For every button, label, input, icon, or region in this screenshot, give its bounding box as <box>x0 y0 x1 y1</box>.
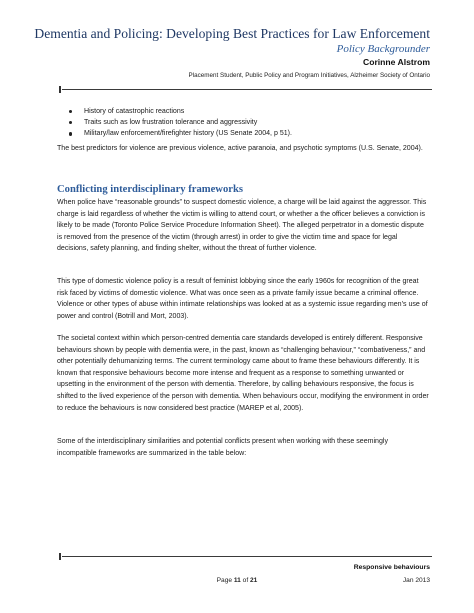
paragraph-dementia-care: The societal context within which person-centred dementia care standards developed is entirely different. Responsive behaviours shown by people with dementia were, in the past, known as “challenging behaviour,” “combativeness,” and other potentially dehumanizing terms. The current terminology came about to frame these behaviours differently. It is known that responsive behaviours become more intense and frequent as a response to something unwanted or upsetting in the environment of the person with dementia. Therefore, by calling behaviours responsive, the focus is shifted to the lived experience of the person with dementia. When behaviours occur, modifying the environment in order to reduce the behaviours is now considered best practice (MAREP et al, 2005). <box>57 335 429 412</box>
paragraph-table-intro: Some of the interdisciplinary similarities and potential conflicts present when working with these seemingly incompatible frameworks are summarized in the table below: <box>57 438 388 457</box>
footer-rule <box>62 556 432 557</box>
bullet-icon <box>69 110 72 113</box>
list-item: History of catastrophic reactions <box>66 106 292 117</box>
header-rule <box>62 89 432 90</box>
footer-date: Jan 2013 <box>402 577 430 584</box>
list-item: Traits such as low frustration tolerance and aggressivity <box>66 117 292 128</box>
total-pages: 21 <box>250 577 258 584</box>
paragraph-feminist-lobbying: This type of domestic violence policy is a result of feminist lobbying since the early 1960s for recognition of the great risk faced by victims of domestic violence. What was once seen as a private family issue became a criminal offence. Violence or other types of abuse within intimate relationships was looked at as a systemic issue regarding men’s use of power and control (Botrill and Mort, 2003). <box>57 278 428 320</box>
list-item: Military/law enforcement/firefighter history (US Senate 2004, p 51). <box>66 128 292 139</box>
footer-topic: Responsive behaviours <box>353 564 430 571</box>
paragraph-charging-policy: When police have “reasonable grounds” to suspect domestic violence, a charge will be laid against the aggressor. This charge is laid regardless of whether the victim is willing to attend court, or whether a the officer believes a conviction is likely to be made (Toronto Police Service Procedure Information Sheet). The alleged perpetrator in a domestic dispute is removed from the presence of the victim (through arrest) in order to give the victim time and space for legal decisions, safety planning, and finding shelter, without the threat of further violence. <box>57 199 427 253</box>
predictors-paragraph: The best predictors for violence are previous violence, active paranoia, and psychotic symptoms (U.S. Senate, 2004). <box>57 145 423 152</box>
section-heading: Conflicting interdisciplinary frameworks <box>57 184 243 195</box>
author-name: Corinne Alstrom <box>362 57 430 67</box>
header-rule-marker <box>59 86 61 93</box>
page-number: Page 11 of 21 <box>216 577 258 584</box>
author-affiliation: Placement Student, Public Policy and Program Initiatives, Alzheimer Society of Ontario <box>188 72 430 79</box>
bullet-icon <box>69 121 72 124</box>
current-page: 11 <box>233 577 241 584</box>
bullet-icon <box>69 132 72 135</box>
document-subtitle: Policy Backgrounder <box>336 43 430 55</box>
risk-factor-list <box>66 106 292 140</box>
footer-rule-marker <box>59 553 61 560</box>
document-title: Dementia and Policing: Developing Best Practices for Law Enforcement <box>34 26 430 41</box>
